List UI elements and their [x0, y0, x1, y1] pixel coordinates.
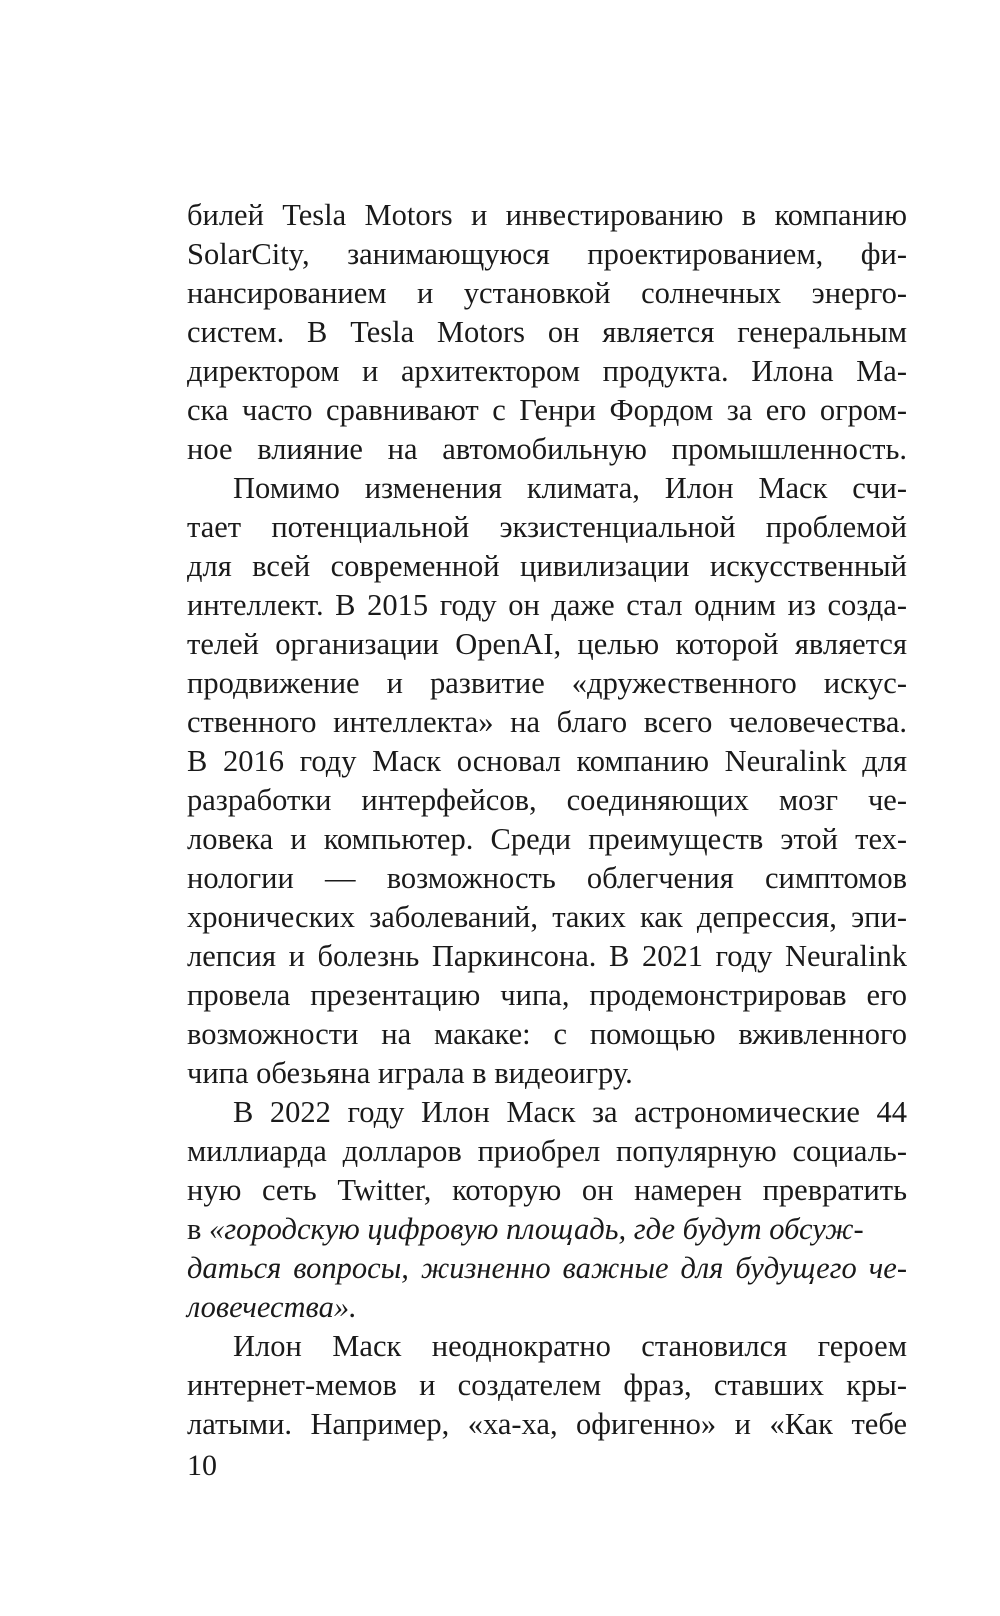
text-line: В 2016 году Маск основал компанию Neuralink для	[187, 744, 907, 778]
page-number: 10	[187, 1449, 217, 1482]
italic-quote: «городскую цифровую площадь, где будут обсуж-	[209, 1212, 864, 1246]
text-line-with-quote	[187, 1210, 907, 1249]
paragraph-first-line: В 2022 году Илон Маск за астрономические 44	[233, 1095, 907, 1129]
text-line: директором и архитектором продукта. Илона Ма-	[187, 354, 907, 388]
text-line: интернет-мемов и создателем фраз, ставших кры-	[187, 1368, 907, 1402]
page-body	[187, 196, 907, 1444]
text-line: тает потенциальной экзистенциальной проблемой	[187, 510, 907, 544]
italic-quote-line: даться вопросы, жизненно важные для будущего че-	[187, 1251, 907, 1285]
text-line: латыми. Например, «ха-ха, офигенно» и «Как тебе	[187, 1407, 907, 1441]
paragraph-first-line: Помимо изменения климата, Илон Маск счи-	[233, 471, 907, 505]
text-line: чипа обезьяна играла в видеоигру.	[187, 1056, 633, 1090]
text-span: в	[187, 1212, 210, 1246]
text-line: ное влияние на автомобильную промышленность.	[187, 432, 907, 466]
text-line: хронических заболеваний, таких как депрессия, эпи-	[187, 900, 907, 934]
text-line: ска часто сравнивают с Генри Фордом за его огром-	[187, 393, 907, 427]
text-line: ловека и компьютер. Среди преимуществ этой тех-	[187, 822, 907, 856]
text-line: интеллект. В 2015 году он даже стал одним из созда-	[187, 588, 907, 622]
text-line: телей организации OpenAI, целью которой является	[187, 627, 907, 661]
text-line: ственного интеллекта» на благо всего человечества.	[187, 705, 907, 739]
text-line: систем. В Tesla Motors он является генеральным	[187, 315, 907, 349]
text-line: провела презентацию чипа, продемонстрировав его	[187, 978, 907, 1012]
text-line: для всей современной цивилизации искусственный	[187, 549, 907, 583]
text-line: возможности на макаке: с помощью вживленного	[187, 1017, 907, 1051]
text-line: ную сеть Twitter, которую он намерен превратить	[187, 1173, 907, 1207]
text-line: миллиарда долларов приобрел популярную социаль-	[187, 1134, 907, 1168]
text-line: продвижение и развитие «дружественного искус-	[187, 666, 907, 700]
paragraph-first-line: Илон Маск неоднократно становился героем	[233, 1329, 907, 1363]
text-line: лепсия и болезнь Паркинсона. В 2021 году Neuralink	[187, 939, 907, 973]
text-line: нологии — возможность облегчения симптомов	[187, 861, 907, 895]
italic-quote-line: ловечества».	[187, 1290, 357, 1324]
text-line: билей Tesla Motors и инвестированию в компанию	[187, 198, 907, 232]
text-line: нансированием и установкой солнечных энерго-	[187, 276, 907, 310]
text-line: разработки интерфейсов, соединяющих мозг че-	[187, 783, 907, 817]
text-line: SolarCity, занимающуюся проектированием, фи-	[187, 237, 907, 271]
